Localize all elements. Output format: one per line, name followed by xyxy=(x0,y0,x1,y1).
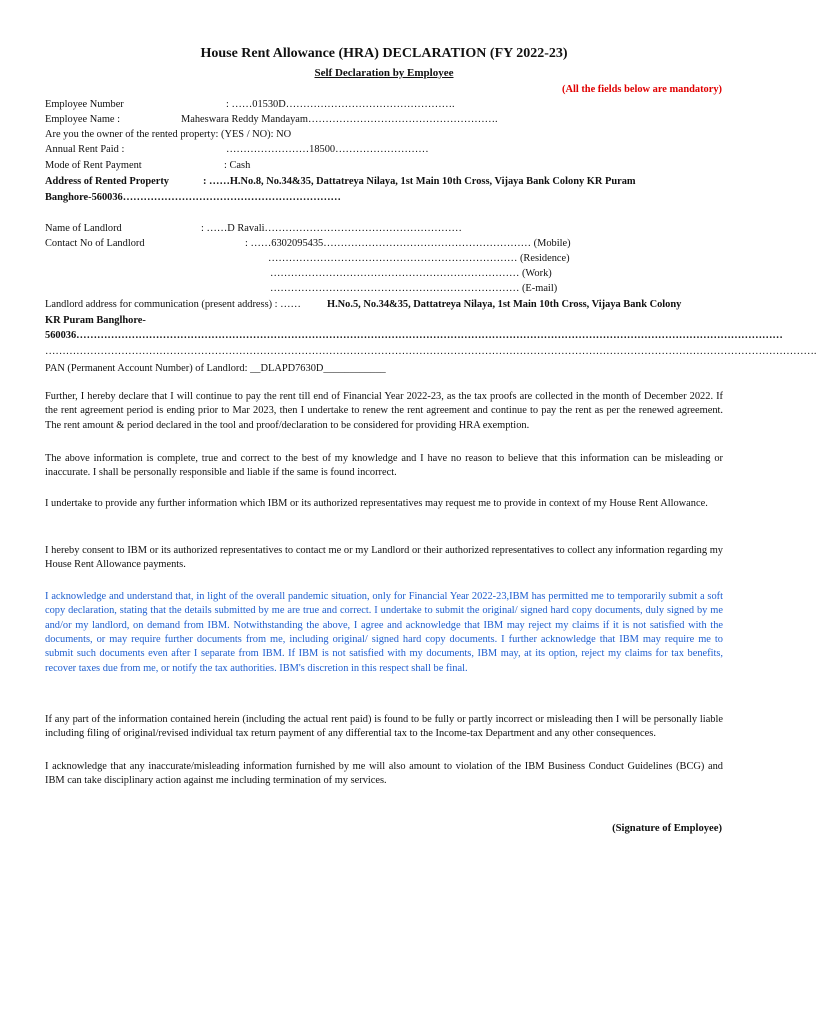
landlord-email-line: ……………………………………………………………… (E-mail) xyxy=(270,283,558,294)
document-title: House Rent Allowance (HRA) DECLARATION (FY 2022-23) xyxy=(200,46,568,61)
landlord-contact-label: Contact No of Landlord xyxy=(45,238,145,249)
landlord-address-label: Landlord address for communication (present address) : …… xyxy=(45,299,301,310)
landlord-name-value: : ……D Ravali………………………………………………… xyxy=(201,223,462,234)
pan-value: __DLAPD7630D____________ xyxy=(250,363,386,374)
declaration-paragraph-consent: I hereby consent to IBM or its authorized representatives to contact me or my Landlord or their authorized representatives to collect any information regarding my House Rent Allowance payments. xyxy=(45,545,723,571)
annual-rent-value: ……………………18500……………………… xyxy=(226,144,429,155)
landlord-address-line4: ……………………………………………………………………………………………………………………………………………………………………………………………………. xyxy=(45,346,817,357)
pan-label: PAN (Permanent Account Number) of Landlord: xyxy=(45,363,251,374)
payment-mode-value: : Cash xyxy=(224,160,251,171)
employee-name-label: Employee Name : xyxy=(45,114,121,125)
landlord-name-label: Name of Landlord xyxy=(45,223,122,234)
declaration-paragraph-accuracy: The above information is complete, true and correct to the best of my knowledge and I have no reason to believe that this information can be misleading or inaccurate. I shall be personally responsible and liable if the same is found incorrect. xyxy=(45,453,723,479)
payment-mode-label: Mode of Rent Payment xyxy=(45,160,142,171)
landlord-address-line3-text: 560036…………………………………………………………………………………………………………………………………………………………………………………… xyxy=(45,330,783,341)
owner-question: Are you the owner of the rented property: (YES / NO): NO xyxy=(45,129,292,140)
annual-rent-label: Annual Rent Paid : xyxy=(45,144,125,155)
employee-name-value: Maheswara Reddy Mandayam………………………………………………. xyxy=(181,114,498,125)
landlord-residence-line: ……………………………………………………………… (Residence) xyxy=(268,253,570,264)
employee-number-value: : ……01530D…………………………………………. xyxy=(226,99,455,110)
declaration-paragraph-pandemic: I acknowledge and understand that, in light of the overall pandemic situation, only for Financial Year 2022-23,IBM has permitted me to temporarily submit a soft copy declaration, stating that the details submitted by me are true and correct. I undertake to submit the original/ signed hard copy documents, duly signed by me and/or my landlord, on demand from IBM. Notwithstanding the above, I agree and acknowledge that IBM may reject my claims if it is not satisfied with the documents, or may require further documents from me, including original/ signed hard copy documents. I further acknowledge that IBM may require me to submit such documents even after I separate from IBM. If IBM is not satisfied with my documents, IBM may, at its option, reject my claims for tax benefits, recover taxes due from me, or notify the tax authorities. IBM's discretion in this respect shall be final. xyxy=(45,591,723,674)
declaration-paragraph-liability: If any part of the information contained herein (including the actual rent paid) is found to be fully or partly incorrect or misleading then I will be personally liable including filing of original/revised individual tax return payment of any differential tax to the Income-tax Department and any other consequences. xyxy=(45,714,723,740)
rented-address-value: : ……H.No.8, No.34&35, Dattatreya Nilaya, 1st Main 10th Cross, Vijaya Bank Colony KR Puram xyxy=(203,176,636,187)
declaration-paragraph-further-info: I undertake to provide any further information which IBM or its authorized representatives may request me to provide in context of my House Rent Allowance. xyxy=(45,498,708,509)
signature-label: (Signature of Employee) xyxy=(612,823,722,834)
landlord-contact-value: : ……6302095435…………………………………………………… (Mobile) xyxy=(245,238,571,249)
rented-address-line2: Banghore-560036……………………………………………………… xyxy=(45,192,341,203)
declaration-paragraph-bcg: I acknowledge that any inaccurate/misleading information furnished by me will also amount to violation of the IBM Business Conduct Guidelines (BCG) and IBM can take disciplinary action against me including termination of my services. xyxy=(45,761,723,787)
employee-number-label: Employee Number xyxy=(45,99,124,110)
landlord-address-line2: KR Puram Banglhore- xyxy=(45,315,146,326)
pan-row xyxy=(45,362,386,376)
landlord-address-line3 xyxy=(45,329,783,343)
mandatory-note: (All the fields below are mandatory) xyxy=(562,84,722,95)
landlord-address-value: H.No.5, No.34&35, Dattatreya Nilaya, 1st Main 10th Cross, Vijaya Bank Colony xyxy=(327,299,682,310)
rented-address-label: Address of Rented Property xyxy=(45,176,170,187)
landlord-work-line: ……………………………………………………………… (Work) xyxy=(270,268,552,279)
declaration-paragraph-continue-rent: Further, I hereby declare that I will continue to pay the rent till end of Financial Year 2022-23, as the tax proofs are collected in the month of December 2022. If the rent agreement period is ending prior to Mar 2023, then I undertake to renew the rent agreement and continue to pay the rent as per the renewed agreement. The rent amount & period declared in the tool and proof/declaration to be considered for providing HRA exemption. xyxy=(45,391,723,431)
document-subtitle: Self Declaration by Employee xyxy=(314,67,454,79)
